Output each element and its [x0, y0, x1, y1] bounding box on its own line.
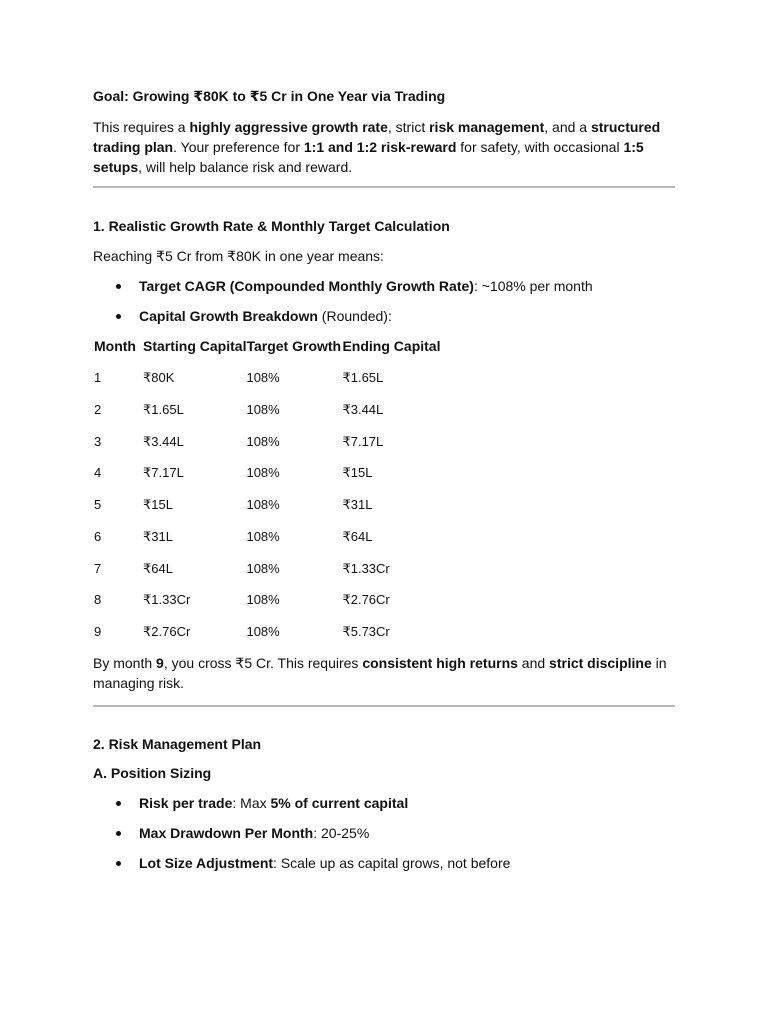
table-cell: ₹1.33Cr: [342, 560, 390, 576]
intro-text: , will help balance risk and reward.: [138, 159, 353, 175]
intro-bold: 1:1 and 1:2 risk-reward: [303, 139, 457, 155]
table-cell: ₹7.17L: [143, 465, 184, 481]
table-header-row: [93, 338, 452, 370]
bullet-text: : ~108% per month: [473, 278, 593, 294]
table-cell: ₹64L: [342, 528, 373, 544]
table-cell: 6: [94, 528, 102, 544]
table-cell: 5: [94, 497, 102, 512]
table-cell: ₹2.76Cr: [143, 624, 191, 639]
bullet-dot-icon: [116, 801, 121, 806]
table-cell: 108%: [246, 592, 280, 608]
intro-paragraph: [93, 117, 675, 177]
column-header: Target Growth: [246, 338, 342, 354]
table-cell: ₹1.33Cr: [143, 592, 191, 608]
table-row: [93, 529, 452, 561]
table-cell: 108%: [246, 560, 280, 576]
bullet-bold: Max Drawdown Per Month: [139, 824, 314, 841]
summary-bold: 9: [156, 654, 164, 671]
section-2-bullet-list: [93, 793, 675, 883]
bullet-text: : 20-25%: [313, 824, 370, 841]
table-cell: 108%: [246, 624, 280, 639]
table-cell: ₹1.65L: [143, 401, 184, 417]
table-cell: ₹80K: [143, 370, 175, 385]
table-cell: 108%: [246, 497, 280, 512]
table-cell: 108%: [246, 465, 280, 481]
bullet-item: [93, 853, 675, 883]
table-cell: 108%: [246, 433, 280, 449]
table-cell: 2: [94, 401, 102, 417]
table-cell: ₹31L: [143, 528, 173, 544]
table-cell: ₹2.76Cr: [342, 592, 390, 608]
table-row: [93, 434, 452, 466]
table-row: [93, 561, 452, 593]
table-cell: ₹1.65L: [342, 370, 384, 385]
section-1-lead: Reaching ₹5 Cr from ₹80K in one year means:: [93, 248, 384, 264]
column-header: Month: [94, 338, 136, 354]
bullet-item: [93, 793, 675, 823]
bullet-bold: Capital Growth Breakdown: [139, 308, 318, 324]
section-divider: [93, 186, 675, 188]
table-cell: 108%: [246, 528, 280, 544]
bullet-item: [93, 306, 675, 336]
bullet-item: [93, 276, 675, 306]
bullet-text: (Rounded):: [317, 308, 392, 324]
bullet-dot-icon: [116, 831, 121, 836]
table-row: [93, 465, 452, 497]
bullet-bold: Target CAGR (Compounded Monthly Growth Rate): [139, 278, 474, 294]
goal-heading: Goal: Growing ₹80K to ₹5 Cr in One Year via Trading: [93, 88, 446, 104]
table-cell: ₹15L: [342, 465, 373, 481]
growth-table: [93, 338, 452, 656]
section-1-heading: 1. Realistic Growth Rate & Monthly Target Calculation: [93, 218, 450, 234]
intro-bold: highly aggressive growth rate: [189, 119, 388, 135]
column-header: Ending Capital: [342, 338, 441, 354]
table-cell: 3: [94, 433, 102, 449]
table-cell: 9: [94, 624, 102, 639]
bullet-bold: Risk per trade: [139, 794, 233, 811]
document-content: [93, 86, 675, 883]
table-cell: ₹3.44L: [342, 401, 384, 417]
summary-text: , you cross ₹5 Cr. This requires: [163, 654, 363, 671]
table-row: [93, 370, 452, 402]
bullet-bold: 5% of current capital: [270, 794, 409, 811]
summary-bold: strict discipline: [549, 654, 652, 671]
bullet-dot-icon: [116, 284, 121, 289]
table-row: [93, 624, 452, 656]
table-cell: 108%: [246, 401, 280, 417]
intro-bold: risk management: [429, 119, 545, 135]
table-row: [93, 497, 452, 529]
intro-bold: structured trading plan: [93, 119, 661, 155]
summary-text: and: [517, 654, 550, 671]
table-cell: 108%: [246, 370, 280, 385]
table-cell: ₹3.44L: [143, 433, 184, 449]
table-cell: 8: [94, 592, 102, 608]
section-1-bullet-list: [93, 276, 675, 336]
intro-text: , and a: [544, 119, 591, 135]
table-cell: ₹64L: [143, 560, 173, 576]
summary-bold: consistent high returns: [362, 654, 518, 671]
bullet-text: : Max: [232, 794, 271, 811]
intro-text: . Your preference for: [173, 139, 304, 155]
bullet-item: [93, 823, 675, 853]
table-cell: ₹15L: [143, 497, 173, 512]
intro-text: , strict: [387, 119, 430, 135]
summary-text: in managing risk.: [93, 654, 667, 691]
bullet-bold: Lot Size Adjustment: [139, 854, 274, 871]
section-1-summary: [93, 653, 675, 693]
table-row: [93, 402, 452, 434]
table-cell: 1: [94, 370, 102, 385]
table-cell: ₹31L: [342, 497, 373, 512]
table-row: [93, 592, 452, 624]
bullet-text: : Scale up as capital grows, not before: [273, 854, 511, 871]
intro-text: This requires a: [93, 119, 190, 135]
section-divider: [93, 705, 675, 707]
table-cell: ₹5.73Cr: [342, 624, 390, 639]
table-cell: ₹7.17L: [342, 433, 384, 449]
summary-text: By month: [93, 654, 157, 671]
bullet-dot-icon: [116, 861, 121, 866]
intro-bold: 1:5 setups: [93, 139, 644, 175]
table-cell: 4: [94, 465, 102, 481]
section-2-subheading: A. Position Sizing: [93, 764, 212, 781]
table-cell: 7: [94, 560, 102, 576]
section-2-heading: 2. Risk Management Plan: [93, 735, 262, 752]
intro-text: for safety, with occasional: [456, 139, 624, 155]
column-header: Starting Capital: [143, 338, 247, 354]
bullet-dot-icon: [116, 314, 121, 319]
